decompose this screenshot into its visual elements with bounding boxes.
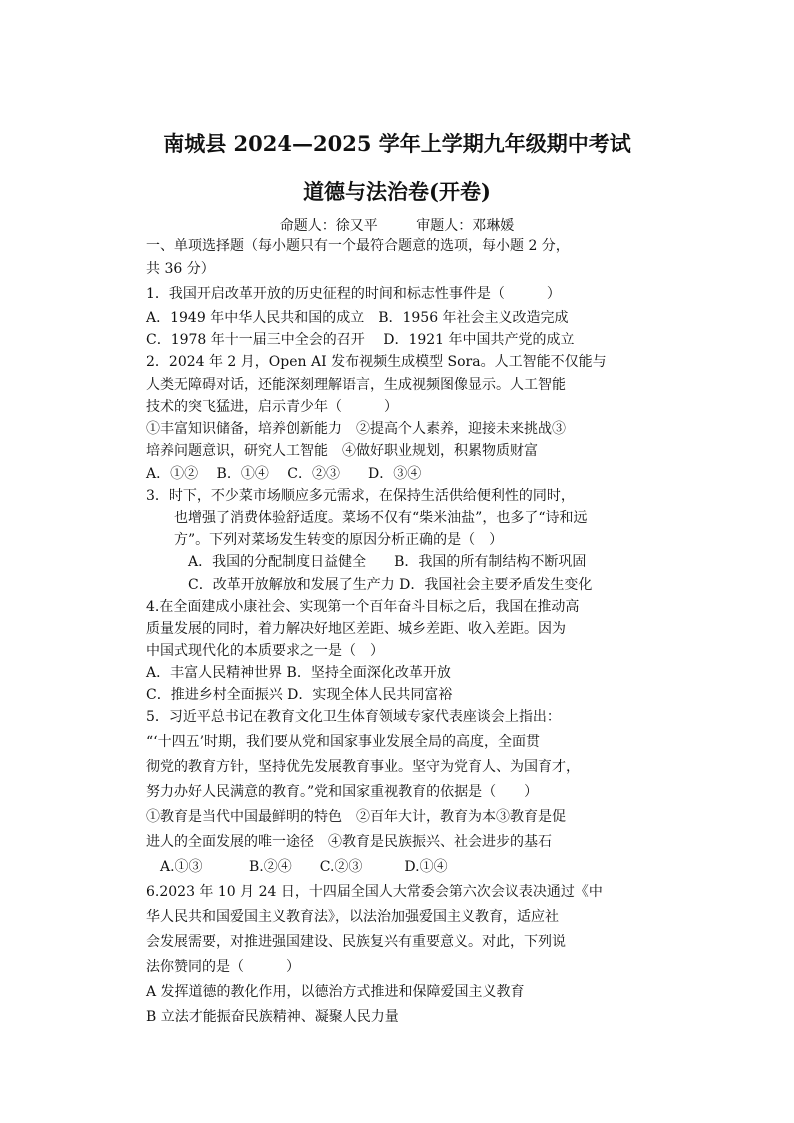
question-3-stem: 3．时下，不少菜市场顺应多元需求，在保持生活供给便利性的同时， (146, 488, 575, 504)
question-6-option-a: A 发挥道德的教化作用，以德治方式推进和保障爱国主义教育 (146, 984, 525, 1000)
question-4-stem-cont: 质量发展的同时，着力解决好地区差距、城乡差距、收入差距。因为 (146, 621, 566, 637)
section-heading-cont: 共 36 分） (146, 261, 215, 277)
question-5-statements: ①教育是当代中国最鲜明的特色 ②百年大计，教育为本③教育是促 (146, 809, 566, 825)
question-5-quote-cont: 努力办好人民满意的教育。”党和国家重视教育的依据是（ ） (146, 784, 539, 800)
question-3-options-cd: C．改革开放解放和发展了生产力 D．我国社会主要矛盾发生变化 (146, 577, 593, 593)
question-1-options-ab: A．1949 年中华人民共和国的成立 B．1956 年社会主义改造完成 (146, 310, 569, 326)
question-2-options: A．①② B．①④ C．②③ D．③④ (146, 466, 422, 482)
question-2-stem-cont: 技术的突飞猛进，启示青少年（ ） (146, 399, 398, 415)
question-4-options-cd: C．推进乡村全面振兴 D．实现全体人民共同富裕 (146, 687, 453, 703)
question-6-stem-cont: 华人民共和国爱国主义教育法》，以法治加强爱国主义教育，适应社 (146, 909, 559, 925)
question-6-stem-cont: 法你赞同的是（ ） (146, 959, 300, 975)
question-2-statements: ①丰富知识储备，培养创新能力 ②提高个人素养，迎接未来挑战③ (146, 421, 566, 437)
exam-subtitle: 道德与法治卷(开卷) (303, 179, 491, 204)
reviewer-name: 审题人：邓琳媛 (416, 218, 515, 234)
question-5-quote-cont: 彻党的教育方针，坚持优先发展教育事业。坚守为党育人、为国育才， (146, 759, 580, 775)
question-1-stem: 1．我国开启改革开放的历史征程的时间和标志性事件是（ ） (146, 286, 561, 302)
question-4-options-ab: A．丰富人民精神世界 B．坚持全面深化改革开放 (146, 665, 451, 681)
question-5-stem: 5．习近平总书记在教育文化卫生体育领域专家代表座谈会上指出： (146, 709, 561, 725)
question-5-quote: “‘十四五’时期，我们要从党和国家事业发展全局的高度，全面贯 (146, 734, 541, 750)
question-5-statements-cont: 进人的全面发展的唯一途径 ④教育是民族振兴、社会进步的基石 (146, 834, 552, 850)
question-6-stem-cont: 会发展需要，对推进强国建设、民族复兴有重要意义。对此，下列说 (146, 934, 566, 950)
question-3-options-ab: A．我国的分配制度日益健全 B．我国的所有制结构不断巩固 (146, 554, 587, 570)
question-2-stem: 2．2024 年 2 月，Open AI 发布视频生成模型 Sora。人工智能不仅能与 (146, 354, 607, 370)
question-2-statements-cont: 培养问题意识，研究人工智能 ④做好职业规划，积累物质财富 (146, 443, 538, 459)
question-4-stem: 4.在全面建成小康社会、实现第一个百年奋斗目标之后，我国在推动高 (146, 599, 580, 615)
question-4-stem-cont: 中国式现代化的本质要求之一是（ ） (146, 643, 384, 659)
question-1-options-cd: C．1978 年十一届三中全会的召开 D．1921 年中国共产党的成立 (146, 332, 575, 348)
question-3-stem-cont: 也增强了消费体验舒适度。菜场不仅有“柴米油盐”，也多了“诗和远 (146, 510, 588, 526)
question-5-options: A.①③ B.②④ C.②③ D.①④ (146, 859, 448, 875)
author-line (0, 215, 794, 235)
section-heading: 一、单项选择题（每小题只有一个最符合题意的选项，每小题 2 分， (146, 238, 570, 254)
exam-title: 南城县 2024—2025 学年上学期九年级期中考试 (163, 131, 631, 156)
question-6-option-b: B 立法才能振奋民族精神、凝聚人民力量 (146, 1009, 399, 1025)
question-6-stem: 6.2023 年 10 月 24 日，十四届全国人大常委会第六次会议表决通过《中 (146, 884, 603, 900)
setter-name: 命题人：徐又平 (279, 218, 378, 234)
question-2-stem-cont: 人类无障碍对话，还能深刻理解语言，生成视频图像显示。人工智能 (146, 377, 566, 393)
question-3-stem-cont: 方”。下列对菜场发生转变的原因分析正确的是（ ） (146, 532, 504, 548)
